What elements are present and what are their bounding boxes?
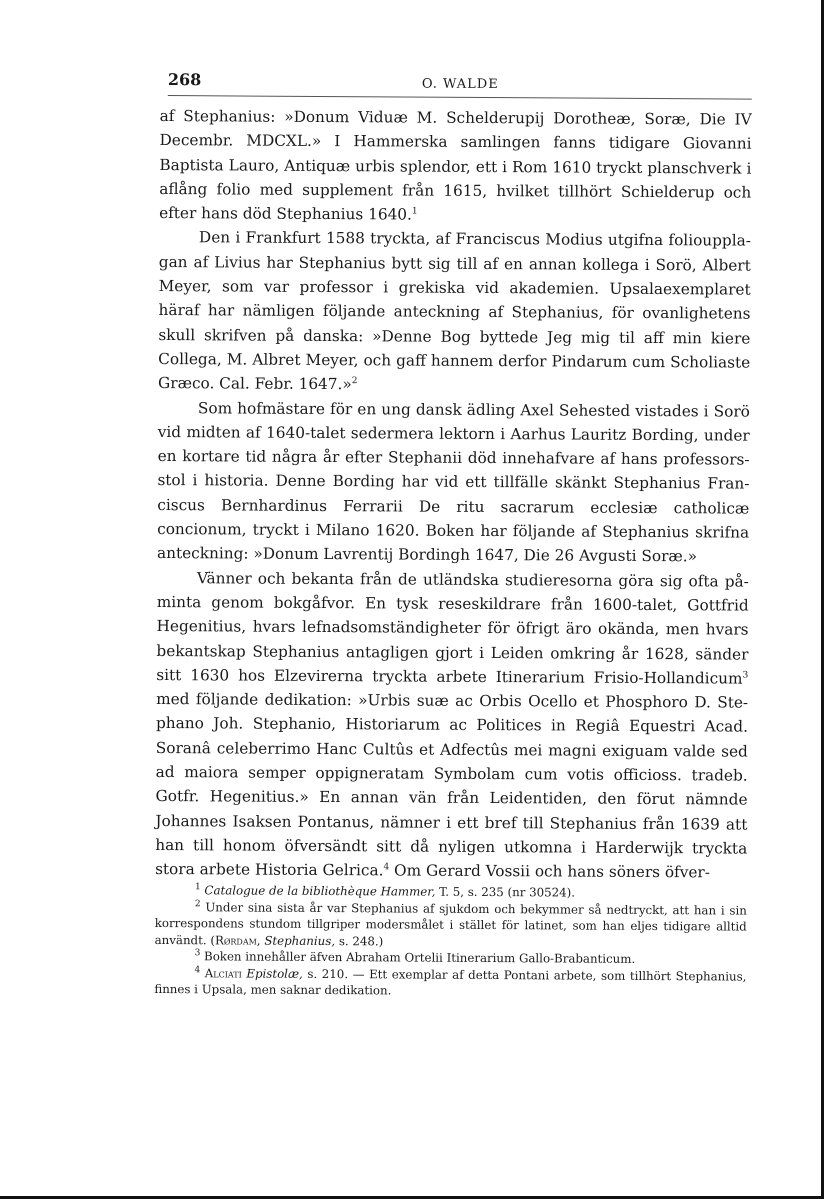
footnote <box>155 898 747 951</box>
footnote-text: Boken innehåller äfven Abraham Ortelii Itinerarium Gallo-Brabanticum. <box>204 949 636 966</box>
footnote-text: T. 5, s. 235 (nr 30524). <box>435 884 576 900</box>
paragraph-text: Den i Frankfurt 1588 tryckta, af Franciscus Modius utgifna folioupplagan af Livius har Stephanius bytt sig till af en annan kollega i Sorö, Albert Meyer, som var professor i grekiska vid akademien. Upsalaexemplaret häraf har nämligen följande anteckning af Stephanius, för ovanlighetens skull skrifven på danska: »Denne Bog byttede Jeg mig til aff min kiere Collega, M. Albret Meyer, och gaff hannem derfor Pindarum cum Scholiaste Græco. Cal. Febr. 1647.» <box>158 228 751 394</box>
paragraph <box>158 225 751 399</box>
footnote-text: Under sina sista år var Stephanius af sjukdom och bekymmer så nedtryckt, att han i sin korrespondens stundom tillgriper modersmålet i stället för latinet, som han eljes tidigare alltid användt. ( <box>154 899 747 947</box>
footnote-author: Alciati <box>204 965 242 981</box>
running-head: O. WALDE <box>421 76 499 93</box>
page-header <box>160 66 752 96</box>
paragraph-text: Om Gerard Vossii och hans söners öfver- <box>389 861 710 882</box>
paragraph-text: med följande dedikation: »Urbis suæ ac Orbis Ocello et Phosphoro D. Stephano Joh. Stephanio, Historiarum ac Politices in Regiâ Equestri Acad. Soranâ celeberrimo Hanc Cultûs et Adfectûs mei magni exiguam valde sed ad maiora semper oppigneratam Symbolam cum votis officioss. tradeb. Gotfr. Hegenitius.» En annan vän från Leidentiden, den förut nämnde Johannes Isaksen Pontanus, nämner i ett bref till Stephanius från 1639 att han till honom öfversändt sitt då nyligen utkomna i Harderwijk tryckta stora arbete Historia Gelrica. <box>155 690 749 880</box>
footnote-ref: 4 <box>383 862 390 873</box>
page-number: 268 <box>167 70 202 90</box>
footnote-text: s. 248.) <box>335 933 384 948</box>
footnote-ref: 1 <box>411 206 418 217</box>
footnote-ref: 3 <box>742 670 749 681</box>
paragraph <box>159 104 752 229</box>
footnote-number: 3 <box>194 948 201 959</box>
footnote-number: 1 <box>194 882 201 893</box>
footnote-number: 2 <box>194 898 201 909</box>
paragraph <box>155 566 749 885</box>
book-page <box>154 66 752 998</box>
footnote-ref: 2 <box>351 376 358 387</box>
paragraph <box>157 396 750 570</box>
footnotes <box>154 882 747 1001</box>
paragraph-text: Vänner och bekanta från de utländska studieresorna göra sig ofta påminta genom bokgåfvor. En tysk reseskildrare från 1600-talet, Gottfrid Hegenitius, hvars lefnadsomständigheter för öfrigt äro okända, men hvars bekantskap Stephanius antagligen gjort i Leiden omkring år 1628, sänder sitt 1630 hos Elzevirerna tryckta arbete Itinerarium Frisio-Hollandicum <box>156 568 749 688</box>
footnote-title: Stephanius, <box>264 933 336 948</box>
footnote-author: Rørdam, <box>214 932 261 948</box>
paragraph-text: af Stephanius: »Donum Viduæ M. Schelderupij Dorotheæ, Soræ, Die IV Decembr. MDCXL.» I Hammerska samlingen fanns tidigare Giovanni Baptista Lauro, Antiquæ urbis splendor, ett i Rom 1610 tryckt planschverk i aflång folio med supplement från 1615, hvilket tillhört Schielderup och efter hans död Stephanius 1640. <box>159 106 752 224</box>
footnote-text: s. 210. — Ett exemplar af detta Pontani arbete, som tillhört Stephanius, finnes i Upsala, men saknar dedikation. <box>154 966 747 998</box>
footnote-title: Epistolæ, <box>246 966 303 981</box>
body-text <box>155 104 752 885</box>
footnote-title: Catalogue de la bibliothèque Hammer, <box>204 883 436 899</box>
footnote <box>154 964 746 1001</box>
paragraph-text: Som hofmästare för en ung dansk ädling Axel Sehested vistades i Sorö vid midten af 1640-talet sedermera lektorn i Aarhus Lauritz Bording, under en kortare tid några år efter Stephanii död innehafvare af hans professorsstol i historia. Denne Bording har vid ett tillfälle skänkt Stephanius Franciscus Bernhardinus Ferrarii De ritu sacrarum ecclesiæ catholicæ concionum, tryckt i Milano 1620. Boken har följande af Stephanius skrifna anteckning: »Donum Lavrentij Bordingh 1647, Die 26 Avgusti Soræ.» <box>156 398 750 566</box>
footnote-number: 4 <box>194 964 201 975</box>
header-rule <box>168 95 752 100</box>
